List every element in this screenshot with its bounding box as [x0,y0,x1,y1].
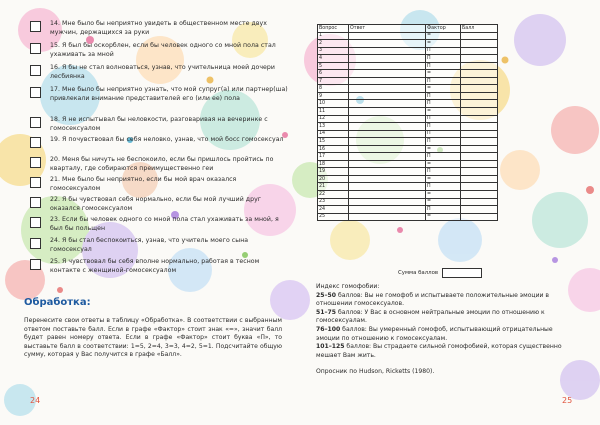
question-20 [30,156,288,173]
question-17 [30,86,288,103]
question-18 [30,116,288,133]
answer-checkbox[interactable] [30,87,41,98]
question-text: 14. Мне было бы неприятно увидеть в общественном месте двух мужчин, держащихся за руки [50,20,267,36]
cell-score[interactable] [461,108,498,116]
cell-question: 21 [318,183,349,191]
answer-checkbox[interactable] [30,137,41,148]
question-24 [30,237,288,254]
processing-heading: Обработка: [24,297,91,308]
cell-question: 9 [318,92,349,100]
cell-question: 19 [318,168,349,176]
homophobia-index [316,283,574,360]
table-row [318,160,498,168]
table-row [318,213,498,221]
cell-question: 2 [318,40,349,48]
cell-factor: = [426,160,461,168]
cell-factor: = [426,175,461,183]
cell-factor: П [426,47,461,55]
table-row [318,115,498,123]
table-row [318,62,498,70]
cell-factor: П [426,100,461,108]
cell-answer[interactable] [349,47,426,55]
table-row [318,40,498,48]
question-23 [30,216,288,233]
cell-question: 6 [318,70,349,78]
table-row [318,168,498,176]
table-row [318,123,498,131]
cell-answer[interactable] [349,138,426,146]
answer-checkbox[interactable] [30,217,41,228]
cell-factor: П [426,153,461,161]
cell-answer[interactable] [349,123,426,131]
cell-question: 8 [318,85,349,93]
cell-score[interactable] [461,70,498,78]
cell-question: 4 [318,55,349,63]
index-title: Индекс гомофобии: [316,283,380,290]
processing-table [317,24,498,221]
header-answer: Ответ [349,25,426,33]
cell-score[interactable] [461,40,498,48]
question-text: 21. Мне было бы неприятно, если бы мой врач оказался гомосексуалом [50,176,237,192]
cell-answer[interactable] [349,145,426,153]
cell-factor: = [426,40,461,48]
cell-factor: П [426,168,461,176]
question-text: 16. Я бы не стал волноваться, узнав, что учительница моей дочери лесбиянка [50,64,275,80]
page-number-right: 25 [562,396,573,405]
question-14 [30,20,288,37]
table-row [318,70,498,78]
cell-score[interactable] [461,55,498,63]
table-header-row [318,25,498,33]
cell-answer[interactable] [349,62,426,70]
cell-score[interactable] [461,206,498,214]
table-row [318,108,498,116]
table-row [318,191,498,199]
answer-checkbox[interactable] [30,43,41,54]
cell-question: 23 [318,198,349,206]
question-19 [30,136,288,148]
cell-question: 1 [318,32,349,40]
cell-factor: П [426,77,461,85]
answer-checkbox[interactable] [30,259,41,270]
cell-factor: П [426,55,461,63]
answer-checkbox[interactable] [30,65,41,76]
cell-factor: = [426,32,461,40]
cell-question: 20 [318,175,349,183]
table-row [318,175,498,183]
table-row [318,55,498,63]
sum-label: Сумма баллов [398,270,439,276]
cell-factor: = [426,85,461,93]
header-score: Балл [461,25,498,33]
cell-answer[interactable] [349,32,426,40]
cell-score[interactable] [461,47,498,55]
cell-question: 22 [318,191,349,199]
cell-factor: = [426,108,461,116]
table-row [318,92,498,100]
cell-answer[interactable] [349,175,426,183]
cell-answer[interactable] [349,100,426,108]
answer-checkbox[interactable] [30,157,41,168]
cell-factor: П [426,206,461,214]
index-range-1: 25–50 баллов: Вы не гомофоб и испытываете положительные эмоции в отношении гомосексуалов. [316,291,550,308]
cell-question: 14 [318,130,349,138]
table-row [318,138,498,146]
cell-factor: П [426,130,461,138]
cell-answer[interactable] [349,108,426,116]
cell-answer[interactable] [349,77,426,85]
cell-score[interactable] [461,168,498,176]
table-row [318,198,498,206]
table-row [318,47,498,55]
question-15 [30,42,288,59]
cell-question: 18 [318,160,349,168]
cell-answer[interactable] [349,70,426,78]
table-row [318,145,498,153]
table-row [318,100,498,108]
question-text: 23. Если бы человек одного со мной пола стал ухаживать за мной, я был бы польщен [50,216,279,232]
cell-answer[interactable] [349,198,426,206]
cell-score[interactable] [461,123,498,131]
cell-score[interactable] [461,145,498,153]
question-text: 15. Я был бы оскорблен, если бы человек одного со мной пола стал ухаживать за мной [50,42,276,58]
question-text: 24. Я бы стал беспокоиться, узнав, что учитель моего сына гомосексуал [50,237,249,253]
question-text: 25. Я чувствовал бы себя вполне нормально, работая в тесном контакте с женщиной-гомосексуалом [50,258,260,274]
cell-answer[interactable] [349,213,426,221]
table-row [318,77,498,85]
table-row [318,206,498,214]
sum-row [398,268,482,278]
question-text: 17. Мне было бы неприятно узнать, что мой супруг(а) или партнер(ша) привлекали внимание представителей его (или ее) пола [50,86,288,102]
cell-factor: П [426,138,461,146]
answer-checkbox[interactable] [30,21,41,32]
cell-score[interactable] [461,138,498,146]
cell-score[interactable] [461,160,498,168]
cell-factor: = [426,70,461,78]
cell-factor: П [426,115,461,123]
answer-checkbox[interactable] [30,197,41,208]
question-22 [30,196,288,213]
cell-answer[interactable] [349,40,426,48]
question-text: 22. Я бы чувствовал себя нормально, если бы мой лучший друг оказался гомосексуалом [50,196,262,212]
page-number-left: 24 [30,396,41,405]
cell-factor: П [426,92,461,100]
cell-answer[interactable] [349,191,426,199]
cell-score[interactable] [461,213,498,221]
question-16 [30,64,288,81]
cell-question: 25 [318,213,349,221]
cell-question: 11 [318,108,349,116]
cell-question: 16 [318,145,349,153]
cell-question: 12 [318,115,349,123]
cell-score[interactable] [461,130,498,138]
cell-question: 3 [318,47,349,55]
index-range-3: 76–100 баллов: Вы умеренный гомофоб, испытывающий отрицательные эмоции по отношению к гомосексуалам. [316,325,553,342]
table-row [318,153,498,161]
cell-score[interactable] [461,100,498,108]
cell-question: 24 [318,206,349,214]
index-range-2: 51–75 баллов: У Вас в основном нейтральные эмоции по отношению к гомосексуалам. [316,308,545,325]
cell-question: 7 [318,77,349,85]
cell-answer[interactable] [349,183,426,191]
question-text: 20. Меня бы ничуть не беспокоило, если бы пришлось пройтись по кварталу, где собираются преимущественно геи [50,156,274,172]
cell-score[interactable] [461,153,498,161]
cell-answer[interactable] [349,115,426,123]
cell-factor: = [426,213,461,221]
cell-answer[interactable] [349,92,426,100]
cell-score[interactable] [461,115,498,123]
question-text: 18. Я не испытывал бы неловкости, разговаривая на вечеринке с гомосексуалом [50,116,268,132]
cell-answer[interactable] [349,85,426,93]
cell-score[interactable] [461,191,498,199]
sum-input-box[interactable] [442,268,482,278]
answer-checkbox[interactable] [30,177,41,188]
cell-answer[interactable] [349,130,426,138]
cell-factor: = [426,198,461,206]
cell-score[interactable] [461,77,498,85]
cell-factor: П [426,183,461,191]
table-row [318,85,498,93]
question-text: 19. Я почувствовал бы себя неловко, узнав, что мой босс гомосексуал [50,136,284,143]
cell-score[interactable] [461,198,498,206]
table-row [318,32,498,40]
cell-factor: П [426,62,461,70]
cell-question: 15 [318,138,349,146]
question-21 [30,176,288,193]
question-25 [30,258,288,275]
processing-instructions: Перенесите свои ответы в таблицу «Обработка». В соответствии с выбранным ответом поставьте балл. Если в графе «Фактор» стоит знак «=», значит балл будет равен номеру ответа. Если в графе «Фактор» стоит буква «П», то выставьте балл в соответствии: 1=5, 2=4, 3=3, 4=2, 5=1. Подсчитайте общую сумму, которая у Вас получится в графе «Балл». [24,317,282,359]
cell-question: 17 [318,153,349,161]
cell-answer[interactable] [349,160,426,168]
cell-answer[interactable] [349,168,426,176]
table-row [318,130,498,138]
cell-score[interactable] [461,92,498,100]
cell-score[interactable] [461,183,498,191]
table-body [318,32,498,221]
cell-score[interactable] [461,62,498,70]
cell-factor: = [426,191,461,199]
cell-answer[interactable] [349,153,426,161]
cell-factor: = [426,145,461,153]
cell-answer[interactable] [349,206,426,214]
cell-score[interactable] [461,85,498,93]
table-row [318,183,498,191]
cell-question: 10 [318,100,349,108]
header-question: Вопрос [318,25,349,33]
index-range-4: 101–125 баллов: Вы страдаете сильной гомофобией, которая существенно мешает Вам жить. [316,343,562,359]
answer-checkbox[interactable] [30,238,41,249]
cell-score[interactable] [461,175,498,183]
cell-question: 13 [318,123,349,131]
cell-score[interactable] [461,32,498,40]
header-factor: Фактор [426,25,461,33]
source-citation: Опросник по Hudson, Ricketts (1980). [316,368,435,375]
cell-answer[interactable] [349,55,426,63]
cell-factor: П [426,123,461,131]
answer-checkbox[interactable] [30,117,41,128]
cell-question: 5 [318,62,349,70]
